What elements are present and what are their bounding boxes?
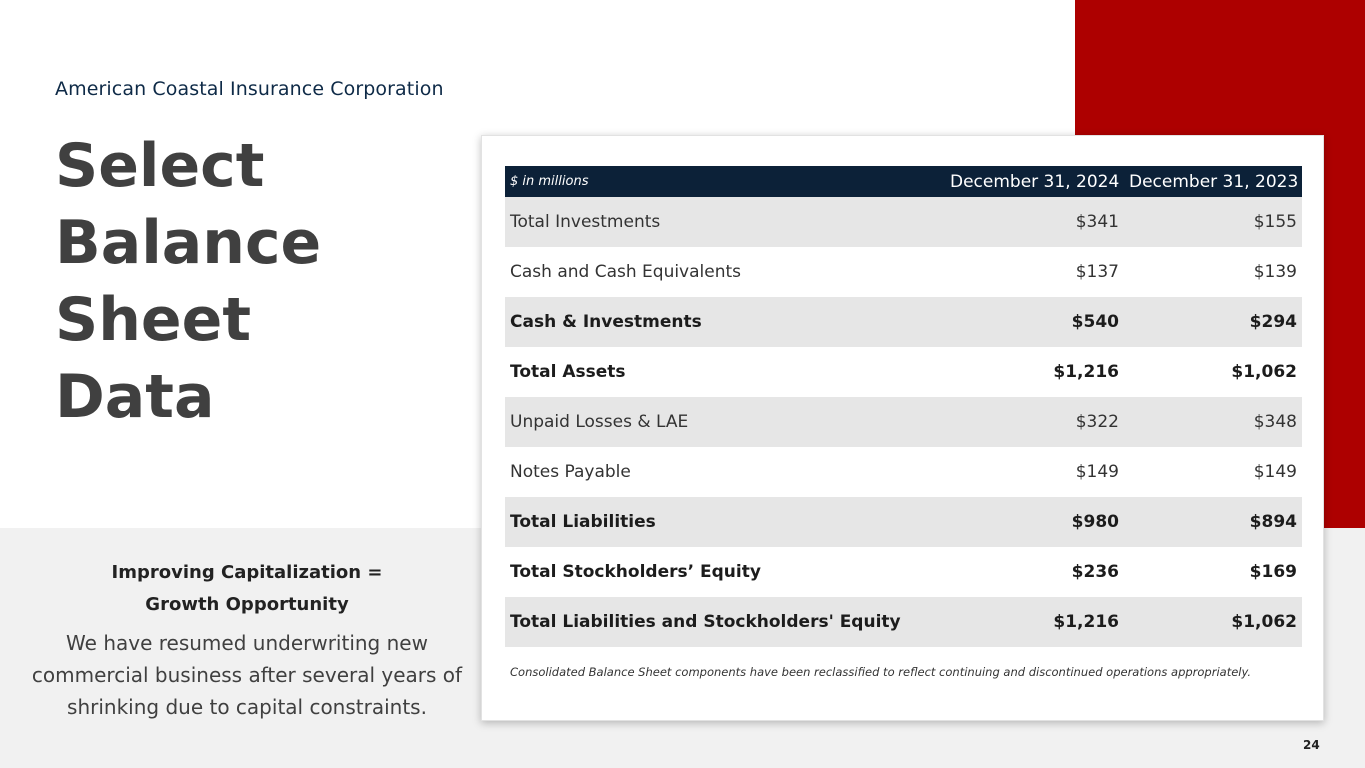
balance-sheet-table [505,166,1302,697]
company-name: American Coastal Insurance Corporation [55,78,444,100]
row-label: Total Investments [510,212,661,232]
callout-heading [30,557,464,621]
table-footnote: Consolidated Balance Sheet components have been reclassified to reflect continuing and discontinued operations appropriately. [510,665,1252,679]
table-row [505,347,1302,397]
row-label: Cash and Cash Equivalents [510,262,742,282]
value-2024: $322 [1075,412,1119,432]
slide-title-line: Select [55,131,265,201]
row-label: Cash & Investments [510,312,702,332]
value-2023: $169 [1249,562,1297,582]
slide-title [55,128,321,436]
value-2024: $149 [1075,462,1119,482]
column-header-2024: December 31, 2024 [950,171,1120,192]
table-row [505,397,1302,447]
value-2023: $894 [1249,512,1297,532]
callout-body: We have resumed underwriting new commercial business after several years of shrinking due to capital constraints. [31,631,463,719]
value-2023: $294 [1249,312,1297,332]
value-2024: $980 [1071,512,1119,532]
table-header-row [505,166,1302,197]
value-2023: $1,062 [1231,362,1297,382]
value-2023: $348 [1253,412,1297,432]
column-header-2023: December 31, 2023 [1129,171,1299,192]
table-row [505,597,1302,647]
slide-title-line: Sheet [55,285,251,355]
slide-title-line: Balance [55,208,322,278]
value-2024: $236 [1071,562,1119,582]
units-label: $ in millions [510,174,589,189]
value-2024: $341 [1075,212,1119,232]
row-label: Notes Payable [510,462,631,482]
value-2024: $137 [1075,262,1119,282]
table-body [505,197,1302,697]
slide-title-line: Data [55,362,215,432]
value-2023: $155 [1253,212,1297,232]
table-row [505,447,1302,497]
row-label: Total Assets [510,362,626,382]
table-row [505,497,1302,547]
footnote-row [505,647,1302,697]
table-row [505,197,1302,247]
row-label: Unpaid Losses & LAE [510,412,689,432]
value-2023: $149 [1253,462,1297,482]
value-2024: $1,216 [1053,362,1119,382]
balance-sheet-card [481,135,1324,721]
value-2024: $540 [1071,312,1119,332]
callout-heading-line: Growth Opportunity [145,594,349,615]
callout-heading-line: Improving Capitalization = [111,562,383,583]
value-2023: $1,062 [1231,612,1297,632]
callout [30,557,464,723]
value-2024: $1,216 [1053,612,1119,632]
row-label: Total Liabilities and Stockholders' Equity [510,612,901,632]
table-row [505,547,1302,597]
row-label: Total Liabilities [510,512,656,532]
page-number: 24 [1303,738,1320,752]
value-2023: $139 [1253,262,1297,282]
table-row [505,247,1302,297]
row-label: Total Stockholders’ Equity [510,562,761,582]
table-row [505,297,1302,347]
